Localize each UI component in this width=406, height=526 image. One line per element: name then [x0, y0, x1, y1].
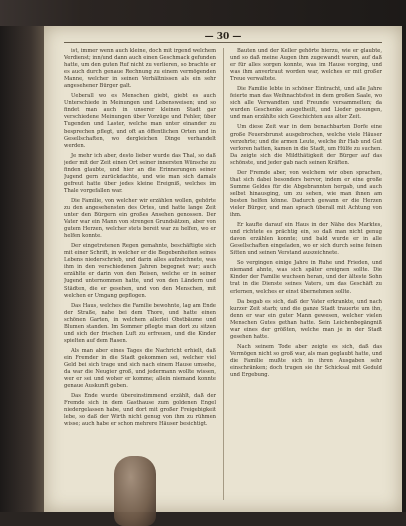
paragraph: Die Familie lebte in schöner Eintracht, und alle Jahre feierte man das Weihnachtsfest in dem großen Saale, wo sich alle Verwandten und Freunde versammelten; da wurden Geschenke ausgetheilt, und Lieder gesungen, und man erzählte sich Geschichten aus alter Zeit. [230, 86, 382, 121]
header-rule [64, 42, 382, 43]
paragraph: Der Fremde aber, von welchem wir oben sprachen, that sich dabei besonders hervor, indem er eine große Summe Geldes für die Abgebrannten hergab, und auch selbst hinausging, um zu sehen, wie man ihnen am besten helfen könne. Dadurch gewann er die Herzen vieler Bürger, und man sprach überall mit Achtung von ihm. [230, 169, 382, 219]
paragraph: Das Ende wurde übereinstimmend erzählt, daß der Fremde sich in dem Gasthause zum goldenen Engel niedergelassen habe, und dort mit großer Freigebigkeit lebe, so daß der Wirth nicht genug von ihm zu rühmen wisse; auch habe er schon mehrere Häuser besichtigt. [64, 393, 216, 428]
paragraph: Bauten und der Keller gehörte hierzu, wie er glaubte, und so daß meine Augen ihm zugewandt waren, auf daß er für alles sorgen konnte, was im Hause vorging, und was ihm anvertraut worden war, welches er mit großer Treue verwaltete. [230, 48, 382, 83]
paragraph: Die Familie, von welcher wir erzählen wollen, gehörte zu den angesehensten des Ortes, und hatte lange Zeit unter den Bürgern ein großes Ansehen genossen. Der Vater war ein Mann von strengen Grundsätzen, aber von gutem Herzen, welcher stets bereit war zu helfen, wo er helfen konnte. [64, 197, 216, 240]
scanner-thumb [114, 456, 156, 526]
paragraph: Je mehr ich aber, desto lieber wurde das Thal, so daß jeder mit der Zeit einen Ort seiner innersten Wünsche zu finden glaubte, und hier an die Erinnerungen seiner Jugend gern zurückdachte, und wie man sich damals gefreut hatte über jedes kleine Ereigniß, welches im Thale vorgefallen war. [64, 152, 216, 194]
paragraph: Als man aber eines Tages die Nachricht erhielt, daß ein Fremder in die Stadt gekommen sei, welcher viel Geld bei sich trage und sich nach einem Hause umsehe, da war die Neugier groß, und jedermann wollte wissen, wer er sei und woher er komme; allein niemand konnte genaue Auskunft geben. [64, 347, 216, 390]
paragraph: ist, immer wenn auch kleine, doch mit irgend welchem Verdienst; inn/und dann auch einen Geschmack gefunden hatte, um den guten Ruf nicht zu verlieren, so brachte er es auch durch genaue Rechnung zu einem vermögenden Manne, welcher in seinen Verhältnissen als ein sehr angesehener Bürger galt. [64, 48, 216, 90]
paragraph: Ueberall wo es Menschen giebt, giebt es auch Unterschiede in Meinungen und Lebensweisen; und so findet man auch in unserer kleinen Stadt gar verschiedene Meinungen über Vorzüge und Fehler, über Tugenden und Laster, welche man unter einander zu besprechen pflegt, und oft an öffentlichen Orten und in Gesellschaften, wo dergleichen Dinge verhandelt werden. [64, 93, 216, 149]
paragraph: Der eingetretenen Regen gemahnte, beschäftigte sich mit einer Schrift, in welcher er die Begebenheiten seines Lebens niederschrieb, und darin alles aufzeichnete, was ihm in den verschiedenen Jahren begegnet war; auch erzählte er darin von den Reisen, welche er in seiner Jugend unternommen hatte, und von den Ländern und Städten, die er gesehen, und von den Menschen, mit welchen er Umgang gepflogen. [64, 243, 216, 299]
book-edge [0, 26, 44, 512]
book-page [44, 26, 402, 512]
paragraph: Das Haus, welches die Familie bewohnte, lag am Ende der Straße, nahe bei dem Thore, und hatte einen schönen Garten, in welchem allerlei Obstbäume und Blumen standen. Im Sommer pflegte man dort zu sitzen und sich der frischen Luft zu erfreuen, und die Kinder spielten auf dem Rasen. [64, 302, 216, 344]
page-number: — 30 — [204, 32, 242, 42]
right-column [230, 48, 382, 500]
column-divider [223, 48, 224, 500]
left-column [64, 48, 216, 500]
paragraph: So vergingen einige Jahre in Ruhe und Frieden, und niemand ahnte, was sich später ereignen sollte. Die Kinder der Familie wuchsen heran, und der älteste Sohn trat in die Dienste seines Vaters, um das Geschäft zu erlernen, welches er einst übernehmen sollte. [230, 260, 382, 295]
paragraph: Um diese Zeit war in dem benachbarten Dorfe eine große Feuersbrunst ausgebrochen, welche viele Häuser verzehrte; und die armen Leute, welche ihr Hab und Gut verloren hatten, kamen in die Stadt, um Hülfe zu suchen. Da zeigte sich die Mildthätigkeit der Bürger auf das schönste, und jeder gab nach seinen Kräften. [230, 124, 382, 166]
paragraph: Er kaufte darauf ein Haus in der Nähe des Marktes, und richtete es prächtig ein, so daß man nicht genug davon erzählen konnte; und bald wurde er in alle Gesellschaften eingeladen, wo er sich durch seine feinen Sitten und seinen Verstand auszeichnete. [230, 222, 382, 257]
paragraph: Nach seinem Tode aber zeigte es sich, daß das Vermögen nicht so groß war, als man geglaubt hatte, und die Familie mußte sich in ihren Ausgaben sehr einschränken; doch trugen sie ihr Schicksal mit Geduld und Ergebung. [230, 343, 382, 379]
paragraph: Da begab es sich, daß der Vater erkrankte, und nach kurzer Zeit starb; und die ganze Stadt trauerte um ihn, denn er war ein guter Mann gewesen, welcher vielen Menschen Gutes gethan hatte. Sein Leichenbegängniß war eines der größten, welche man je in der Stadt gesehen hatte. [230, 298, 382, 340]
